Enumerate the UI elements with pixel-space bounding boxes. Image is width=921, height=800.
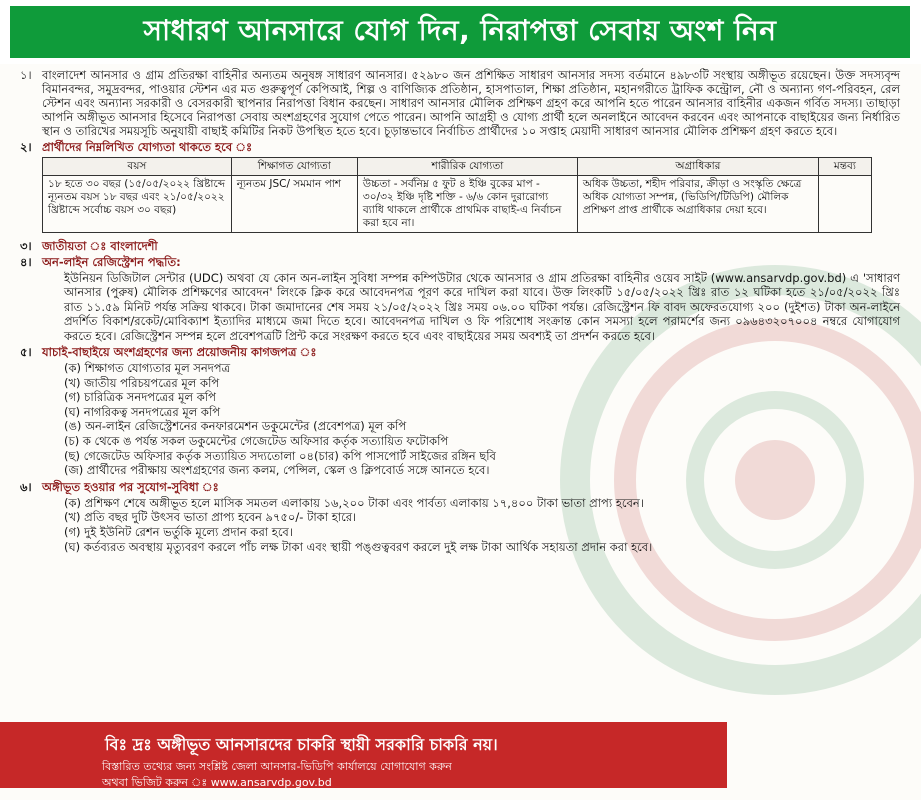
- list-item: (চ) ক থেকে ঙ পর্যন্ত সকল ডকুমেন্টের গেজেটেড অফিসার কর্তৃক সত্যায়িত ফটোকপি: [64, 434, 449, 448]
- list-item: (ছ) গেজেটেড অফিসার কর্তৃক সত্যায়িত সদ্যতোলা ০৪(চার) কপি পাসপোর্ট সাইজের রঙ্গিন ছবি: [64, 448, 496, 463]
- table-header: শিক্ষাগত যোগ্যতা: [231, 158, 357, 176]
- section-number: ৬।: [20, 479, 32, 494]
- table-row: [43, 176, 872, 233]
- banner-title-box: [10, 6, 910, 58]
- section-1-text: বাংলাদেশ আনসার ও গ্রাম প্রতিরক্ষা বাহিনীর অন্যতম অনুষঙ্গ সাধারণ আনসার। ৫২৯৮০ জন প্রশিক্ষিত সাধারণ আনসার সদস্য বর্তমানে ৪৯৮৩টি সংস্থায় অঙ্গীভূত রয়েছেন। উক্ত সদস্যবৃন্দ বিমানবন্দর, সমুদ্রবন্দর, পাওয়ার স্টেশন এর মত গুরুত্বপূর্ণ কেপিআই, শিল্প ও বাণিজ্যিক প্রতিষ্ঠান, হাসপাতাল, শিক্ষা প্রতিষ্ঠান, মহানগরীতে ট্রাফিক কন্ট্রোল, নৌ ও অন্যান্য গণ-পরিবহন, রেল স্টেশন এবং অন্যান্য সরকারী ও বেসরকারী স্থাপনার নিরাপত্তা বিধান করছেন। সাধারণ আনসার মৌলিক প্রশিক্ষণ গ্রহণ করে আপনি হতে পারেন আনসার বাহিনীর একজন গর্বিত সদস্য। তাছাড়া আপনি অঙ্গীভূত আনসার হিসেবে নিরাপত্তা সেবায় অংশগ্রহণের সুযোগ পেতে পারেন। আপনি আগ্রহী ও যোগ্য প্রার্থী হলে অনলাইনে আবেদন করবেন এবং আপনাকে বাছাইয়ের জন্য নির্ধারিত স্থান ও তারিখের সময়সূচি অনুযায়ী বাছাই কমিটির নিকট উপস্থিত হতে হবে। চূড়ান্তভাবে নির্বাচিত প্রার্থীদের ১০ সপ্তাহ মেয়াদী সাধারণ আনসার মৌলিক প্রশিক্ষণ গ্রহণ করতে হবে।: [42, 68, 900, 138]
- list-item: (খ) প্রতি বছর দুটি উৎসব ভাতা প্রাপ্য হবেন ৯৭৫০/- টাকা হারে।: [64, 510, 357, 525]
- remarks-cell: [818, 176, 871, 233]
- section-2-title: প্রার্থীদের নিম্নলিখিত যোগ্যতা থাকতে হবে ঃ: [42, 140, 253, 154]
- section-5-heading: [20, 345, 900, 359]
- table-header: মন্তব্য: [818, 158, 871, 176]
- priority-cell: অধিক উচ্চতা, শহীদ পরিবার, ক্রীড়া ও সংস্কৃতি ক্ষেত্রে অধিক যোগ্যতা সম্পন্ন, (ভিডিপি/টিডিপি) মৌলিক প্রশিক্ষণ প্রাপ্ত প্রার্থীকে অগ্রাধিকার দেয়া হবে।: [577, 176, 818, 233]
- section-number: ৫।: [20, 345, 32, 360]
- section-4-heading: [20, 255, 900, 269]
- section-4-title: অন-লাইন রেজিস্ট্রেশন পদ্ধতি:: [42, 255, 181, 269]
- footer-note: বিঃ দ্রঃ অঙ্গীভূত আনসারদের চাকরি স্থায়ী সরকারি চাকরি নয়।: [105, 735, 498, 754]
- section-number: ৩।: [20, 239, 32, 253]
- section-4-text: ইউনিয়ন ডিজিটাল সেন্টার (UDC) অথবা যে কোন অন-লাইন সুবিধা সম্পন্ন কম্পিউটার থেকে আনসার ও গ্রাম প্রতিরক্ষা বাহিনীর ওয়েব সাইট (www.ansarvdp.gov.bd) এ 'সাধারণ আনসার (পুরুষ) মৌলিক প্রশিক্ষণের আবেদন' লিংকে ক্লিক করে আবেদনপত্র পূরণ করে দাখিল করা যাবে। উক্ত লিংকটি ১৫/০৫/২০২২ খ্রিঃ রাত ১২ ঘটিকা হতে ২১/০৫/২০২২ খ্রিঃ রাত ১১.৫৯ মিনিট পর্যন্ত সক্রিয় থাকবে। টাকা জমাদানের শেষ সময় ২১/০৫/২০২২ খ্রিঃ সময় ০৬.০০ ঘটিকা পর্যন্ত। রেজিস্ট্রেশন ফি বাবদ অফেরতযোগ্য ২০০ (দুইশত) টাকা অন-লাইনে প্রদর্শিত বিকাশ/রকেট/মোবিক্যাশ ইত্যাদির মাধ্যমে জমা দিতে হবে। আবেদনপত্র দাখিল ও ফি পরিশোধ সংক্রান্ত কোন সমস্যা হলে পরামর্শের জন্য ০৯৬৪৩২০৭০০৪ নম্বরে যোগাযোগ করতে হবে। রেজিস্ট্রেশন সম্পন্ন হলে প্রবেশপত্রটি প্রিন্ট করে সংরক্ষণ করতে হবে এবং বাছাইয়ের সময় অবশ্যই তা প্রদর্শন করতে হবে।: [64, 271, 900, 343]
- benefits-list: [64, 496, 900, 554]
- list-item: (গ) চারিত্রিক সনদপত্রের মূল কপি: [64, 390, 216, 405]
- section-3-heading: [20, 239, 900, 253]
- list-item: (ঘ) কর্তব্যরত অবস্থায় মৃত্যুবরণ করলে পাঁচ লক্ষ টাকা এবং স্থায়ী পঙ্গুত্ববরণ করলে দুই লক্ষ টাকা আর্থিক সহায়তা প্রদান করা হবে।: [64, 539, 653, 554]
- section-number: ৪।: [20, 255, 32, 269]
- list-item: (ক) প্রশিক্ষণ শেষে অঙ্গীভূত হলে মাসিক সমতল এলাকায় ১৬,২০০ টাকা এবং পার্বত্য এলাকায় ১৭,৪০০ টাকা ভাতা প্রাপ্য হবেন।: [64, 495, 644, 510]
- header-banner: [0, 0, 921, 64]
- list-item: (ঘ) নাগরিকত্ব সনদপত্রের মূল কপি: [64, 404, 221, 419]
- list-item: (ঙ) অন-লাইন রেজিস্ট্রেশনের কনফারমেশন ডকুমেন্টের (প্রবেশপত্র) মূল কপি: [64, 419, 407, 434]
- footer-info: বিস্তারিত তথ্যের জন্য সংশ্লিষ্ট জেলা আনসার-ভিডিপি কার্যালয়ে যোগাযোগ করুন: [102, 760, 452, 773]
- table-header: বয়স: [43, 158, 232, 176]
- list-item: (জ) প্রার্থীদের পরীক্ষায় অংশগ্রহণের জন্য কলম, পেন্সিল, স্কেল ও ক্লিপবোর্ড সঙ্গে আনতে হবে।: [64, 463, 490, 478]
- table-header: শারীরিক যোগ্যতা: [357, 158, 577, 176]
- section-2-heading: [20, 140, 900, 154]
- section-1: [20, 68, 900, 138]
- education-cell: ন্যূনতম JSC/ সমমান পাশ: [231, 176, 357, 233]
- table-header-row: [43, 158, 872, 176]
- document-body: [20, 68, 900, 554]
- list-item: (গ) দুই ইউনিট রেশন ভর্তুকি মূল্যে প্রদান করা হবে।: [64, 524, 293, 539]
- documents-list: [64, 361, 900, 478]
- section-number: ২।: [20, 140, 32, 154]
- eligibility-table: [42, 157, 872, 233]
- banner-title: সাধারণ আনসারে যোগ দিন, নিরাপত্তা সেবায় অংশ নিন: [143, 13, 777, 47]
- table-header: অগ্রাধিকার: [577, 158, 818, 176]
- footer-website: অথবা ভিজিট করুন ঃ www.ansarvdp.gov.bd: [102, 776, 332, 789]
- section-6-heading: [20, 480, 900, 494]
- physical-cell: উচ্চতা - সর্বনিম্ন ৫ ফুট ৪ ইঞ্চি বুকের মাপ - ৩০/৩২ ইঞ্চি দৃষ্টি শক্তি - ৬/৬ কোন দুরারোগ্য ব্যাধি থাকলে প্রার্থীকে প্রাথমিক বাছাই-এ নির্বাচন করা হবে না।: [357, 176, 577, 233]
- age-cell: ১৮ হতে ৩০ বছর (১৫/০৫/২০২২ খ্রিষ্টাব্দে ন্যূনতম বয়স ১৮ বছর এবং ২১/০৫/২০২২ খ্রিষ্টাব্দে সর্বোচ্চ বয়স ৩০ বছর): [43, 176, 232, 233]
- section-number: ১।: [20, 68, 32, 82]
- list-item: (ক) শিক্ষাগত যোগ্যতার মূল সনদপত্র: [64, 361, 231, 376]
- footer-notice: [0, 722, 727, 788]
- section-3-title: জাতীয়তা ঃ বাংলাদেশী: [42, 239, 158, 253]
- section-6-title: অঙ্গীভূত হওয়ার পর সুযোগ-সুবিধা ঃ: [42, 479, 219, 494]
- list-item: (খ) জাতীয় পরিচয়পত্রের মূল কপি: [64, 375, 220, 390]
- section-5-title: যাচাই-বাছাইয়ে অংশগ্রহণের জন্য প্রয়োজনীয় কাগজপত্র ঃ: [42, 345, 317, 360]
